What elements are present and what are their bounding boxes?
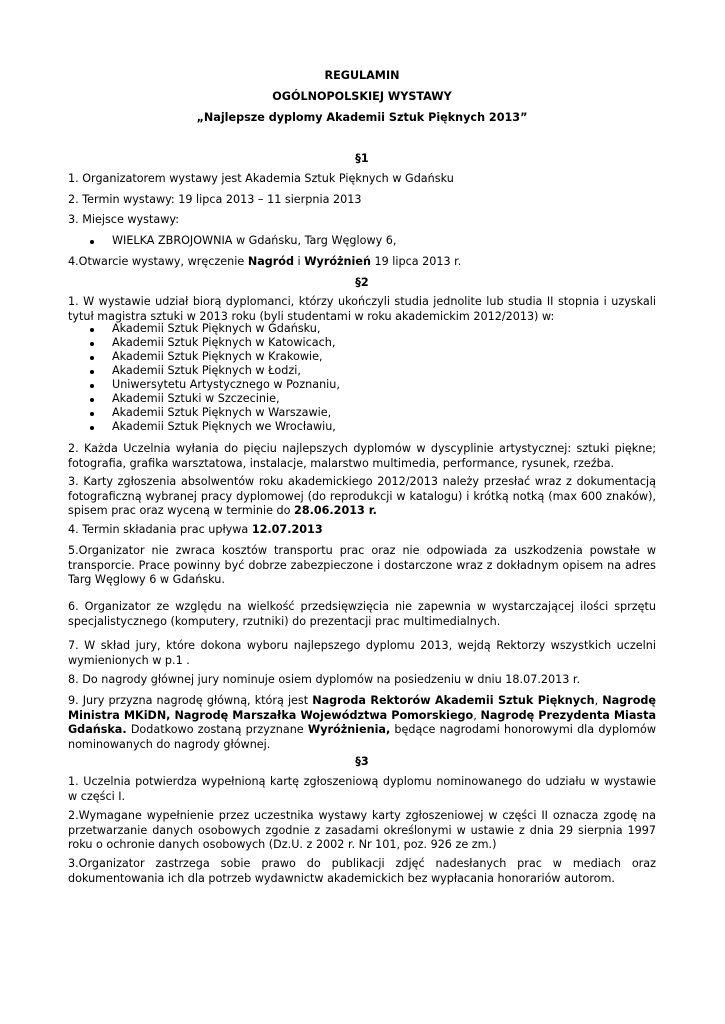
academy-list-item: Akademii Sztuk Pięknych w Łodzi, bbox=[112, 364, 632, 379]
s1-paragraph-2: 2. Termin wystawy: 19 lipca 2013 – 11 sierpnia 2013 bbox=[68, 193, 362, 206]
s1-paragraph-4: 4.Otwarcie wystawy, wręczenie Nagród i Wyróżnień 19 lipca 2013 r. bbox=[68, 255, 462, 268]
s2-paragraph-8: 8. Do nagrody głównej jury nominuje osiem dyplomów na posiedzeniu w dniu 18.07.2013 r. bbox=[68, 673, 581, 686]
s2-paragraph-6: 6. Organizator ze względu na wielkość przedsięwzięcia nie zapewnia w wystarczającej ilości sprzętu specjalistycznego (komputery, rzutniki) do prezentacji prac multimedialnych. bbox=[68, 600, 656, 628]
academy-list-item: Akademii Sztuk Pięknych we Wrocławiu, bbox=[112, 420, 632, 435]
s3-paragraph-1: 1. Uczelnia potwierdza wypełnioną kartę zgłoszeniową dyplomu nominowanego do udziału w wystawie w części I. bbox=[68, 775, 656, 803]
s3-paragraph-3: 3.Organizator zastrzega sobie prawo do publikacji zdjęć nadesłanych prac w mediach oraz dokumentowania ich dla potrzeb wydawnictw akademickich bez wypłacania honorariów autorom. bbox=[68, 857, 656, 885]
section-2-heading: §2 bbox=[355, 276, 369, 289]
academy-list-item: Uniwersytetu Artystycznego w Poznaniu, bbox=[112, 378, 632, 393]
academy-list-item: Akademii Sztuk Pięknych w Gdańsku, bbox=[112, 322, 632, 337]
academy-list-item: Akademii Sztuk Pięknych w Katowicach, bbox=[112, 336, 632, 351]
venue-list-item: WIELKA ZBROJOWNIA w Gdańsku, Targ Węglowy 6, bbox=[112, 234, 632, 249]
s2-paragraph-1: 1. W wystawie udział biorą dyplomanci, którzy ukończyli studia jednolite lub studia II stopnia i uzyskali tytuł magistra sztuki w 2013 roku (byli studentami w roku akademickim 2012/2013) w: bbox=[68, 295, 656, 323]
section-3-heading: §3 bbox=[355, 755, 369, 768]
title-exhibition-name: „Najlepsze dyplomy Akademii Sztuk Pięknych 2013” bbox=[196, 111, 528, 124]
academy-list-item: Akademii Sztuki w Szczecinie, bbox=[112, 392, 632, 407]
s2-paragraph-2: 2. Każda Uczelnia wyłania do pięciu najlepszych dyplomów w dyscyplinie artystycznej: sztuki piękne; fotografia, grafika warsztatowa, instalacje, malarstwo multimedia, performance, rysunek, rzeźba. bbox=[68, 442, 656, 470]
s1-paragraph-3: 3. Miejsce wystawy: bbox=[68, 213, 179, 226]
academy-list-item: Akademii Sztuk Pięknych w Warszawie, bbox=[112, 406, 632, 421]
s2-paragraph-9: 9. Jury przyzna nagrodę główną, którą jest Nagroda Rektorów Akademii Sztuk Pięknych, Nagrodę Ministra MKiDN, Nagrodę Marszałka Województwa Pomorskiego, Nagrodę Prezydenta Miasta Gdańska. Dodatkowo zostaną przyznane Wyróżnienia, będące nagrodami honorowymi dla dyplomów nominowanych do nagrody głównej. bbox=[68, 694, 657, 751]
s2-paragraph-4: 4. Termin składania prac upływa 12.07.2013 bbox=[68, 523, 323, 536]
s3-paragraph-2: 2.Wymagane wypełnienie przez uczestnika wystawy karty zgłoszeniowej w części II oznacza zgodę na przetwarzanie danych osobowych zgodnie z zasadami określonymi w ustawie z dnia 29 sierpnia 1997 roku o ochronie danych osobowych (Dz.U. z 2002 r. Nr 101, poz. 926 ze zm.) bbox=[68, 809, 656, 851]
s2-paragraph-7: 7. W skład jury, które dokona wyboru najlepszego dyplomu 2013, wejdą Rektorzy wszystkich uczelni wymienionych w p.1 . bbox=[68, 639, 656, 667]
section-1-heading: §1 bbox=[355, 152, 369, 165]
s2-paragraph-3: 3. Karty zgłoszenia absolwentów roku akademickiego 2012/2013 należy przesłać wraz z dokumentacją fotograficzną wybranej pracy dyplomowej (do reprodukcji w katalogu) i krótką notką (max 600 znaków), spisem prac oraz wyceną w terminie do 28.06.2013 r. bbox=[68, 475, 656, 517]
s2-paragraph-5: 5.Organizator nie zwraca kosztów transportu prac oraz nie odpowiada za uszkodzenia powstałe w transporcie. Prace powinny być dobrze zabezpieczone i dostarczone wraz z dokładnym opisem na adres Targ Węglowy 6 w Gdańsku. bbox=[68, 544, 656, 586]
s1-paragraph-1: 1. Organizatorem wystawy jest Akademia Sztuk Pięknych w Gdańsku bbox=[68, 172, 454, 185]
title-exhibition: OGÓLNOPOLSKIEJ WYSTAWY bbox=[272, 90, 452, 103]
title-regulamin: REGULAMIN bbox=[324, 69, 400, 82]
academy-list-item: Akademii Sztuk Pięknych w Krakowie, bbox=[112, 350, 632, 365]
